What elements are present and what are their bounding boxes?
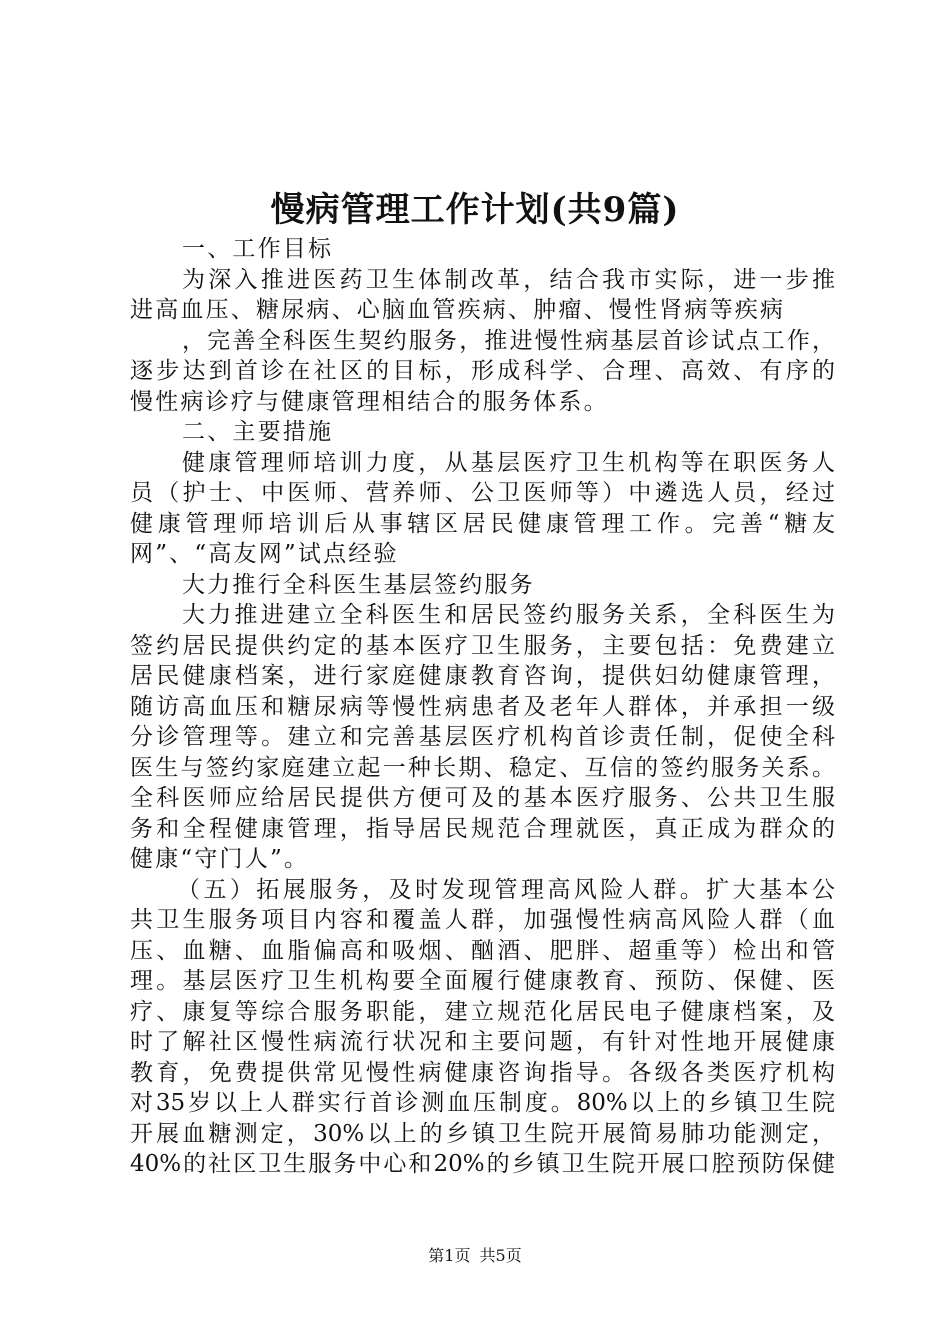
paragraph-line: 网”、“高友网”试点经验 bbox=[130, 541, 399, 567]
paragraph-line: 员（护士、中医师、营养师、公卫医师等）中遴选人员，经过 bbox=[130, 480, 835, 506]
section-heading-measures: 二、主要措施 bbox=[182, 419, 334, 445]
paragraph-line: 40%的社区卫生服务中心和20%的乡镇卫生院开展口腔预防保健 bbox=[130, 1151, 835, 1177]
paragraph-line: 随访高血压和糖尿病等慢性病患者及老年人群体，并承担一级 bbox=[130, 693, 835, 720]
paragraph-line: 时了解社区慢性病流行状况和主要问题，有针对性地开展健康 bbox=[130, 1029, 835, 1055]
paragraph-line: 分诊管理等。建立和完善基层医疗机构首诊责任制，促使全科 bbox=[130, 724, 835, 750]
paragraph-line: 健康管理师培训后从事辖区居民健康管理工作。完善“糖友 bbox=[130, 510, 835, 537]
paragraph-line: 签约居民提供约定的基本医疗卫生服务，主要包括：免费建立 bbox=[130, 632, 835, 659]
paragraph-line: 疗、康复等综合服务职能，建立规范化居民电子健康档案，及 bbox=[130, 998, 835, 1025]
paragraph-line: 压、血糖、血脂偏高和吸烟、酗酒、肥胖、超重等）检出和管 bbox=[130, 937, 835, 964]
paragraph-line: 医生与签约家庭建立起一种长期、稳定、互信的签约服务关系。 bbox=[130, 754, 835, 781]
subsection-heading: 大力推行全科医生基层签约服务 bbox=[182, 571, 535, 598]
document-title: 慢病管理工作计划(共9篇) bbox=[270, 190, 680, 230]
section-heading-goals: 一、工作目标 bbox=[182, 236, 334, 262]
paragraph-line: 慢性病诊疗与健康管理相结合的服务体系。 bbox=[130, 388, 609, 415]
paragraph-line: 健康管理师培训力度，从基层医疗卫生机构等在职医务人 bbox=[182, 449, 835, 476]
paragraph-line: 开展血糖测定，30%以上的乡镇卫生院开展简易肺功能测定， bbox=[130, 1120, 835, 1147]
page-number: 第1页 bbox=[428, 1246, 471, 1265]
paragraph-line: 对35岁以上人群实行首诊测血压制度。80%以上的乡镇卫生院 bbox=[130, 1090, 835, 1116]
paragraph-line: 逐步达到首诊在社区的目标，形成科学、合理、高效、有序的 bbox=[130, 358, 835, 384]
paragraph-line: 共卫生服务项目内容和覆盖人群，加强慢性病高风险人群（血 bbox=[130, 907, 835, 933]
paragraph-line: 教育，免费提供常见慢性病健康咨询指导。各级各类医疗机构 bbox=[130, 1059, 835, 1086]
paragraph-line: 居民健康档案，进行家庭健康教育咨询，提供妇幼健康管理， bbox=[130, 663, 835, 689]
paragraph-line: （五）拓展服务，及时发现管理高风险人群。扩大基本公 bbox=[177, 876, 835, 903]
document-body bbox=[130, 234, 838, 1180]
page-footer bbox=[0, 1244, 950, 1268]
paragraph-line: ，完善全科医生契约服务，推进慢性病基层首诊试点工作， bbox=[182, 327, 838, 354]
paragraph-line: 健康“守门人”。 bbox=[130, 846, 310, 872]
paragraph-line: 理。基层医疗卫生机构要全面履行健康教育、预防、保健、医 bbox=[130, 968, 835, 994]
paragraph-line: 为深入推进医药卫生体制改革，结合我市实际，进一步推 bbox=[182, 266, 835, 293]
paragraph-line: 进高血压、糖尿病、心脑血管疾病、肿瘤、慢性肾病等疾病 bbox=[130, 297, 786, 323]
paragraph-line: 全科医师应给居民提供方便可及的基本医疗服务、公共卫生服 bbox=[130, 785, 835, 811]
paragraph-line: 大力推进建立全科医生和居民签约服务关系，全科医生为 bbox=[182, 602, 835, 628]
paragraph-line: 务和全程健康管理，指导居民规范合理就医，真正成为群众的 bbox=[130, 815, 835, 842]
page-total: 共5页 bbox=[479, 1246, 522, 1265]
